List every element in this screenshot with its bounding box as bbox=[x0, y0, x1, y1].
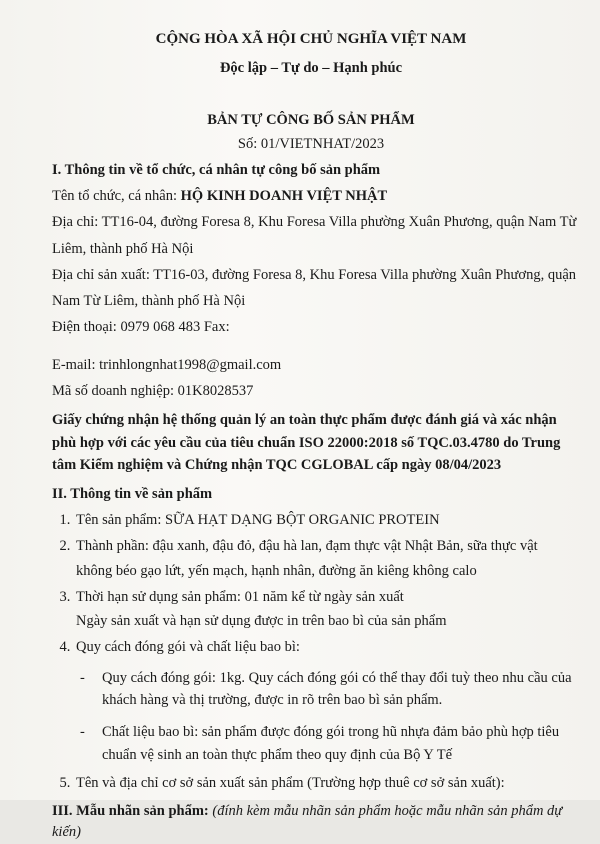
address-line-1: Địa chỉ: TT16-04, đường Foresa 8, Khu Foresa Villa phường Xuân Phương, quận Nam Từ bbox=[52, 214, 577, 231]
list-item-shelf-life bbox=[74, 588, 570, 630]
document-title: BẢN TỰ CÔNG BỐ SẢN PHẨM bbox=[207, 111, 415, 128]
certificate-line-1: Giấy chứng nhận hệ thống quản lý an toàn thực phẩm được đánh giá và xác nhận bbox=[52, 412, 557, 429]
list-item-product-name bbox=[74, 511, 570, 529]
shelf-life: 3. Thời hạn sử dụng sản phẩm: 01 năm kể từ ngày sản xuất bbox=[76, 589, 404, 606]
section-3-note: (đính kèm mẫu nhãn sản phẩm hoặc mẫu nhãn sản phẩm dự bbox=[212, 802, 563, 819]
packaging-material-line-1: - Chất liệu bao bì: sản phẩm được đóng gói trong hũ nhựa đảm bảo phù hợp tiêu bbox=[102, 724, 560, 741]
phone-fax: Điện thoại: 0979 068 483 Fax: bbox=[52, 318, 230, 335]
product-name: Tên sản phẩm: SỮA HẠT DẠNG BỘT ORGANIC PROTEIN bbox=[76, 511, 440, 528]
section-3-line-1 bbox=[52, 801, 570, 823]
tax-code: Mã số doanh nghiệp: 01K8028537 bbox=[52, 383, 254, 400]
production-address-line-1: Địa chỉ sản xuất: TT16-03, đường Foresa 8, Khu Foresa Villa phường Xuân Phương, quận bbox=[52, 266, 577, 283]
org-name: HỘ KINH DOANH VIỆT NHẬT bbox=[180, 188, 388, 205]
section-3-heading: III. Mẫu nhãn sản phẩm: bbox=[52, 802, 213, 819]
list-item-packaging bbox=[74, 638, 570, 766]
address-line-2: Liêm, thành phố Hà Nội bbox=[52, 240, 194, 257]
production-address-line-2: Nam Từ Liêm, thành phố Hà Nội bbox=[52, 292, 246, 309]
certificate-statement bbox=[52, 409, 570, 476]
org-label: Tên tổ chức, cá nhân: bbox=[52, 188, 181, 205]
list-item-ingredients bbox=[74, 537, 570, 580]
certificate-line-2: phù hợp với các yêu cầu của tiêu chuẩn ISO 22000:2018 số TQC.03.4780 do Trung bbox=[52, 434, 561, 451]
product-info-list bbox=[52, 511, 570, 793]
packaging-material bbox=[76, 721, 570, 766]
packaging-spec-line-2: khách hàng và thị trường, được in rõ trên bao bì sản phẩm. bbox=[102, 692, 443, 708]
nation-title: CỘNG HÒA XÃ HỘI CHỦ NGHĨA VIỆT NAM bbox=[155, 31, 467, 47]
motto: Độc lập – Tự do – Hạnh phúc bbox=[219, 59, 403, 76]
packaging-heading: 4. Quy cách đóng gói và chất liệu bao bì: bbox=[76, 639, 300, 656]
org-row bbox=[52, 187, 570, 205]
document-number: Số: 01/VIETNHAT/2023 bbox=[237, 136, 385, 152]
packaging-spec bbox=[76, 667, 570, 712]
email: E-mail: trinhlongnhat1998@gmail.com bbox=[52, 357, 282, 373]
section-3-note-line-2: kiến) bbox=[52, 824, 81, 841]
manufacturer: Tên và địa chỉ cơ sở sản xuất sản phẩm (Trường hợp thuê cơ sở sản xuất): bbox=[76, 775, 505, 792]
packaging-material-line-2: chuẩn vệ sinh an toàn thực phẩm theo quy định của Bộ Y Tế bbox=[102, 746, 453, 763]
ingredients-line-2: không béo gạo lứt, yến mạch, hạnh nhân, đường ăn kiêng không calo bbox=[76, 563, 477, 580]
ingredients-line-1: 2. Thành phần: đậu xanh, đậu đỏ, đậu hà lan, đạm thực vật Nhật Bản, sữa thực vật bbox=[76, 537, 538, 554]
section-3 bbox=[52, 801, 570, 844]
packaging-spec-line-1: - Quy cách đóng gói: 1kg. Quy cách đóng gói có thể thay đổi tuỳ theo nhu cầu của bbox=[102, 669, 572, 686]
list-item-manufacturer bbox=[74, 774, 570, 792]
shelf-life-note: Ngày sản xuất và hạn sử dụng được in trên bao bì của sản phẩm bbox=[76, 613, 447, 630]
section-2-heading: II. Thông tin về sản phẩm bbox=[52, 485, 213, 502]
certificate-line-3: tâm Kiểm nghiệm và Chứng nhận TQC CGLOBAL cấp ngày 08/04/2023 bbox=[52, 457, 502, 474]
section-1-heading: I. Thông tin về tổ chức, cá nhân tự công bố sản phẩm bbox=[52, 162, 381, 179]
